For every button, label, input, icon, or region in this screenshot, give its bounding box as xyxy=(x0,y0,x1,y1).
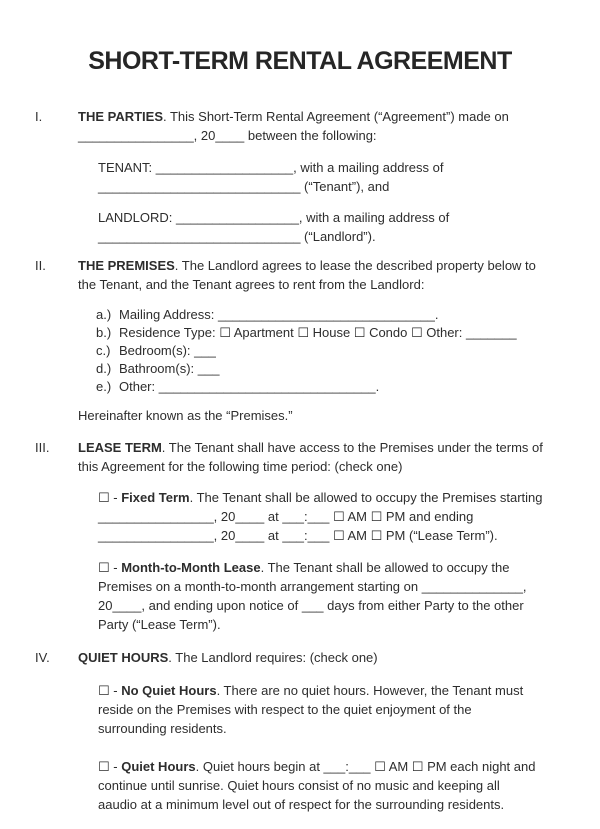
paragraph-line xyxy=(78,107,600,126)
paragraph-line xyxy=(98,757,600,776)
checkbox-icon: ☐ - xyxy=(98,683,122,698)
paragraph-line xyxy=(98,488,600,507)
list-item-text: Bedroom(s): ___ xyxy=(119,343,216,358)
tenant-line: ____________________________ (“Tenant”), and xyxy=(98,179,390,194)
landlord-line: LANDLORD: _________________, with a mailing address of xyxy=(98,210,450,225)
list-item-residence-type xyxy=(96,324,600,342)
list-item-mailing-address xyxy=(96,306,600,324)
premises-list xyxy=(96,306,600,396)
section-numeral: III. xyxy=(35,440,50,455)
section-the-premises xyxy=(0,256,600,425)
fixed-term-option xyxy=(98,488,600,545)
quiet-hours-option xyxy=(98,757,600,814)
landlord-line: ____________________________ (“Landlord”). xyxy=(98,229,376,244)
section-numeral: IV. xyxy=(35,650,50,665)
section-numeral: I. xyxy=(35,109,43,124)
paragraph-line: ________________, 20____ between the following: xyxy=(78,128,377,143)
list-item-label: b.) xyxy=(96,325,112,340)
premises-footnote: Hereinafter known as the “Premises.” xyxy=(78,408,293,423)
paragraph-line: continue until sunrise. Quiet hours consist of no music and keeping all xyxy=(98,778,500,793)
section-heading: THE PARTIES xyxy=(78,109,163,124)
section-numeral: II. xyxy=(35,258,46,273)
paragraph-line xyxy=(78,648,600,667)
paragraph-line: surrounding residents. xyxy=(98,721,227,736)
paragraph-text: . The Tenant shall have access to the Premises under the terms of xyxy=(161,440,543,455)
paragraph-line xyxy=(98,558,600,577)
paragraph-line: Party (“Lease Term”). xyxy=(98,617,221,632)
paragraph-line: Premises on a month-to-month arrangement starting on ______________, xyxy=(98,579,527,594)
document-title: SHORT-TERM RENTAL AGREEMENT xyxy=(88,47,512,75)
list-item-label: c.) xyxy=(96,343,111,358)
list-item-label: a.) xyxy=(96,307,112,322)
paragraph-line xyxy=(78,256,600,275)
paragraph-text: . This Short-Term Rental Agreement (“Agreement”) made on xyxy=(163,109,509,124)
option-label: Fixed Term xyxy=(121,490,190,505)
section-the-parties xyxy=(0,107,600,246)
option-label: Month-to-Month Lease xyxy=(121,560,261,575)
list-item-text: Mailing Address: ______________________________. xyxy=(119,307,439,322)
paragraph-text: . Quiet hours begin at ___:___ ☐ AM ☐ PM each night and xyxy=(195,759,536,774)
paragraph-line: this Agreement for the following time period: (check one) xyxy=(78,459,403,474)
landlord-clause xyxy=(98,208,600,246)
option-label: No Quiet Hours xyxy=(121,683,217,698)
list-item-text: Bathroom(s): ___ xyxy=(119,361,220,376)
checkbox-icon: ☐ - xyxy=(98,490,122,505)
list-item-text: Other: ______________________________. xyxy=(119,379,380,394)
list-item-other xyxy=(96,378,600,396)
month-to-month-option xyxy=(98,558,600,634)
list-item-bathrooms xyxy=(96,360,600,378)
paragraph-line: aaudio at a minimum level out of respect for the surrounding residents. xyxy=(98,797,505,812)
no-quiet-hours-option xyxy=(98,681,600,738)
list-item-text: Residence Type: ☐ Apartment ☐ House ☐ Condo ☐ Other: _______ xyxy=(119,325,517,340)
paragraph-line: reside on the Premises with respect to the quiet enjoyment of the xyxy=(98,702,472,717)
paragraph-text: . The Tenant shall be allowed to occupy the Premises starting xyxy=(189,490,543,505)
paragraph-line: ________________, 20____ at ___:___ ☐ AM ☐ PM (“Lease Term”). xyxy=(98,528,498,543)
section-quiet-hours xyxy=(0,648,600,814)
paragraph-line: 20____, and ending upon notice of ___ days from either Party to the other xyxy=(98,598,524,613)
list-item-bedrooms xyxy=(96,342,600,360)
section-lease-term xyxy=(0,438,600,634)
section-heading: QUIET HOURS xyxy=(78,650,169,665)
paragraph-line xyxy=(78,438,600,457)
list-item-label: d.) xyxy=(96,361,112,376)
paragraph-text: . The Landlord requires: (check one) xyxy=(168,650,378,665)
checkbox-icon: ☐ - xyxy=(98,560,122,575)
paragraph-text: . The Tenant shall be allowed to occupy the xyxy=(260,560,510,575)
paragraph-text: . There are no quiet hours. However, the Tenant must xyxy=(216,683,524,698)
section-heading: LEASE TERM xyxy=(78,440,162,455)
paragraph-line xyxy=(98,681,600,700)
tenant-line: TENANT: ___________________, with a mailing address of xyxy=(98,160,444,175)
paragraph-text: . The Landlord agrees to lease the described property below to xyxy=(174,258,536,273)
list-item-label: e.) xyxy=(96,379,112,394)
checkbox-icon: ☐ - xyxy=(98,759,122,774)
paragraph-line: the Tenant, and the Tenant agrees to rent from the Landlord: xyxy=(78,277,425,292)
tenant-clause xyxy=(98,158,600,196)
section-heading: THE PREMISES xyxy=(78,258,175,273)
option-label: Quiet Hours xyxy=(121,759,196,774)
paragraph-line: ________________, 20____ at ___:___ ☐ AM ☐ PM and ending xyxy=(98,509,474,524)
